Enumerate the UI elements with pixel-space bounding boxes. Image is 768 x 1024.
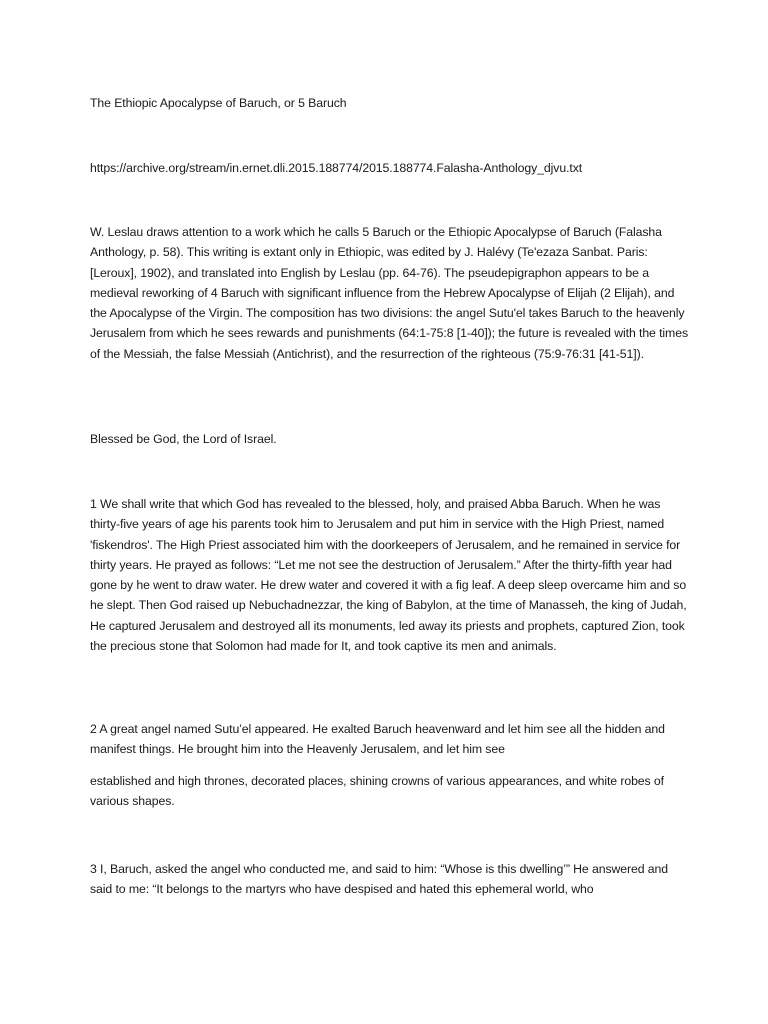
blessing-line: Blessed be God, the Lord of Israel. <box>90 432 277 446</box>
section-2-continuation: established and high thrones, decorated places, shining crowns of various appearances, and white robes of various shapes. <box>90 774 664 809</box>
section-3-paragraph: 3 I, Baruch, asked the angel who conducted me, and said to him: “Whose is this dwelling’” He answered and said to me: “It belongs to the martyrs who have despised and hated this ephemeral world, who <box>90 862 669 897</box>
document-title: The Ethiopic Apocalypse of Baruch, or 5 Baruch <box>90 96 347 110</box>
source-url: https://archive.org/stream/in.ernet.dli.2015.188774/2015.188774.Falasha-Anthology_djvu.txt <box>90 161 583 175</box>
section-2-paragraph: 2 A great angel named Sutu’el appeared. He exalted Baruch heavenward and let him see all the hidden and manifest things. He brought him into the Heavenly Jerusalem, and let him see <box>90 722 665 757</box>
intro-paragraph: W. Leslau draws attention to a work which he calls 5 Baruch or the Ethiopic Apocalypse of Baruch (Falasha Anthology, p. 58). This writing is extant only in Ethiopic, was edited by J. Halévy (Te'ezaza Sanbat. Paris: [Leroux], 1902), and translated into English by Leslau (pp. 64-76). The pseudepigraphon appears to be a medieval reworking of 4 Baruch with significant influence from the Hebrew Apocalypse of Elijah (2 Elijah), and the Apocalypse of the Virgin. The composition has two divisions: the angel Sutu'el takes Baruch to the heavenly Jerusalem from which he sees rewards and punishments (64:1-75:8 [1-40]); the future is revealed with the times of the Messiah, the false Messiah (Antichrist), and the resurrection of the righteous (75:9-76:31 [41-51]). <box>90 225 688 361</box>
section-1-paragraph: 1 We shall write that which God has revealed to the blessed, holy, and praised Abba Baruch. When he was thirty-five years of age his parents took him to Jerusalem and put him in service with the High Priest, named 'fiskendros'. The High Priest associated him with the doorkeepers of Jerusalem, and he remained in service for thirty years. He prayed as follows: “Let me not see the destruction of Jerusalem.” After the thirty-fifth year had gone by he went to draw water. He drew water and covered it with a fig leaf. A deep sleep overcame him and so he slept. Then God raised up Nebuchadnezzar, the king of Babylon, at the time of Manasseh, the king of Judah, He captured Jerusalem and destroyed all its monuments, led away its priests and prophets, captured Zion, took the precious stone that Solomon had made for It, and took captive its men and animals. <box>90 497 687 654</box>
